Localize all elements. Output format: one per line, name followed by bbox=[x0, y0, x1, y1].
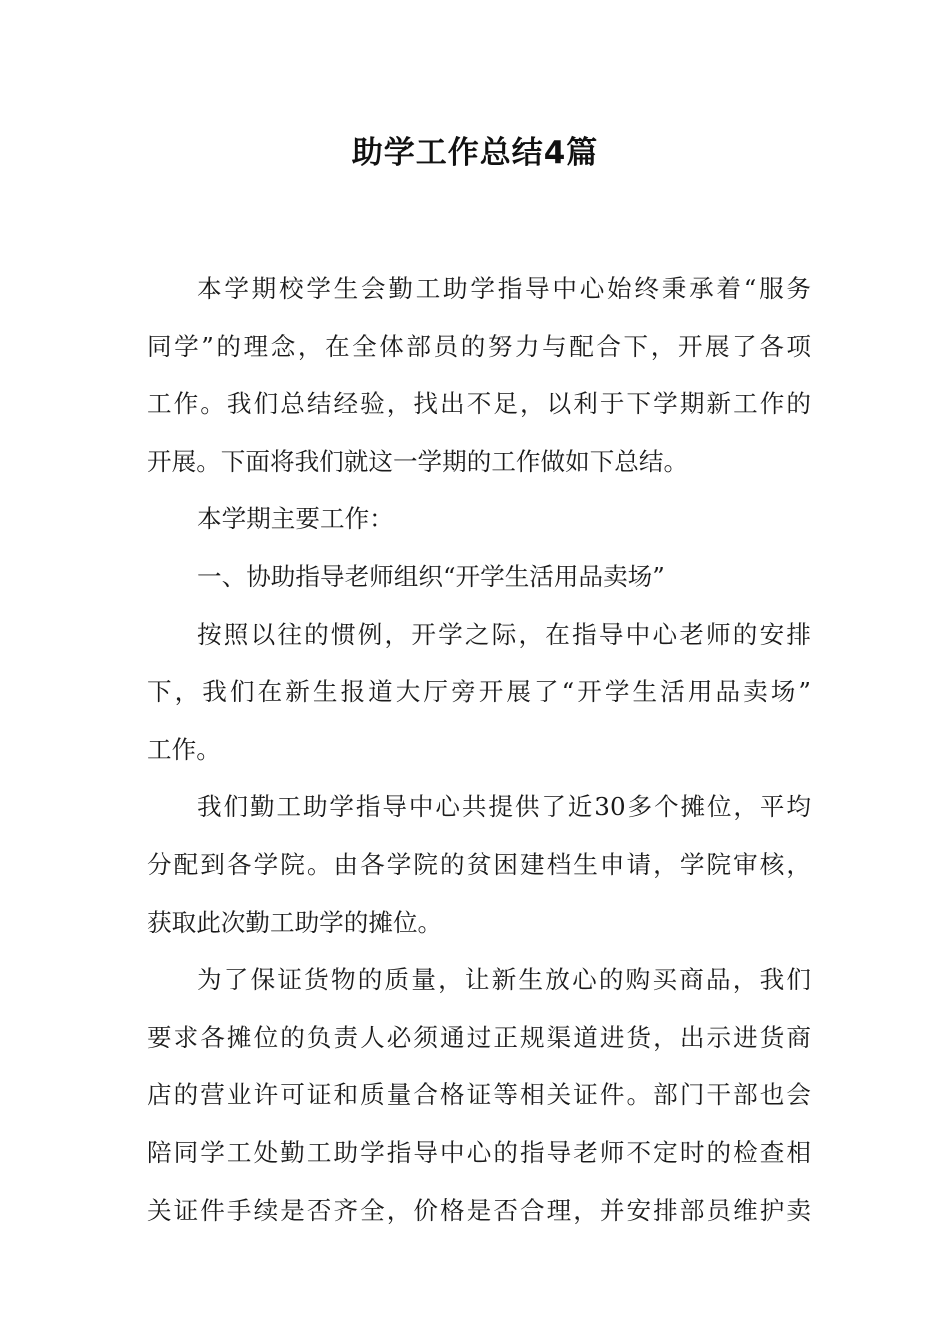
text-line: 获取此次勤工助学的摊位。 bbox=[147, 907, 443, 937]
paragraph-intro bbox=[147, 260, 811, 490]
text-line: 工作。我们总结经验，找出不足，以利于下学期新工作的 bbox=[147, 389, 811, 419]
text-line: 一、协助指导老师组织“开学生活用品卖场” bbox=[197, 561, 665, 591]
paragraph-market-arrangement bbox=[147, 606, 811, 779]
text-line: 按照以往的惯例，开学之际，在指导中心老师的安排 bbox=[197, 619, 811, 649]
paragraph-section-one-heading bbox=[147, 548, 811, 606]
text-line: 分配到各学院。由各学院的贫困建档生申请，学院审核， bbox=[147, 849, 811, 879]
text-line: 店的营业许可证和质量合格证等相关证件。部门干部也会 bbox=[147, 1080, 811, 1110]
text-line: 我们勤工助学指导中心共提供了近30多个摊位，平均 bbox=[197, 792, 811, 822]
paragraph-stalls bbox=[147, 778, 811, 951]
document-title: 助学工作总结4篇 bbox=[351, 135, 599, 171]
text-line: 本学期主要工作： bbox=[197, 504, 394, 534]
paragraph-quality bbox=[147, 951, 811, 1239]
text-line: 同学”的理念，在全体部员的努力与配合下，开展了各项 bbox=[147, 331, 811, 361]
paragraph-main-work-heading bbox=[147, 490, 811, 548]
text-line: 开展。下面将我们就这一学期的工作做如下总结。 bbox=[147, 446, 689, 476]
text-line: 关证件手续是否齐全，价格是否合理，并安排部员维护卖 bbox=[147, 1195, 811, 1225]
text-line: 工作。 bbox=[147, 734, 221, 764]
text-line: 要求各摊位的负责人必须通过正规渠道进货，出示进货商 bbox=[147, 1022, 811, 1052]
text-line: 为了保证货物的质量，让新生放心的购买商品，我们 bbox=[197, 965, 811, 995]
text-line: 陪同学工处勤工助学指导中心的指导老师不定时的检查相 bbox=[147, 1137, 811, 1167]
text-line: 下，我们在新生报道大厅旁开展了“开学生活用品卖场” bbox=[147, 677, 811, 707]
text-line: 本学期校学生会勤工助学指导中心始终秉承着“服务 bbox=[197, 274, 811, 303]
document-body bbox=[147, 260, 811, 1239]
